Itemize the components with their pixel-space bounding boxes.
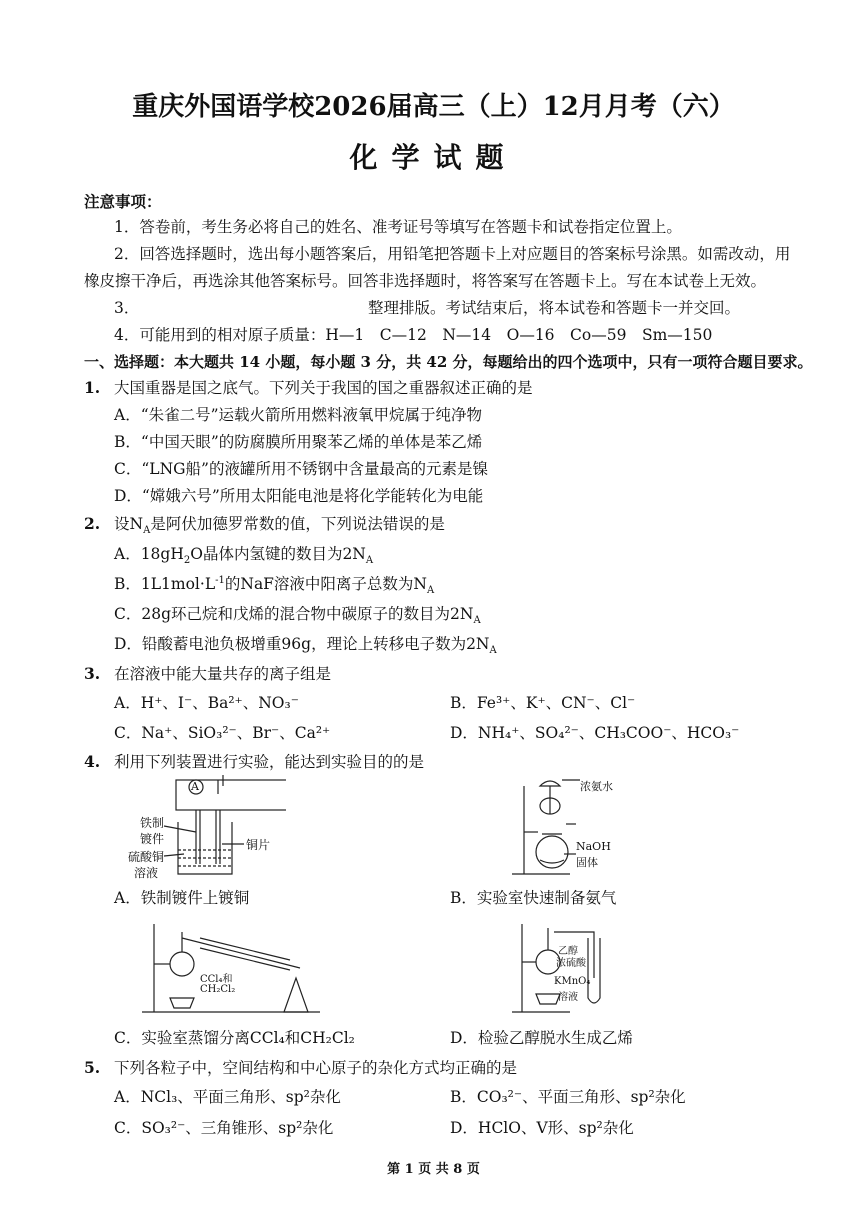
- figure-a-electroplating: [126, 774, 286, 882]
- figure-c-label-2: CH₂Cl₂: [200, 984, 236, 995]
- q2-option-b: B．$1L1mol\cdot L^{-1}$的NaF溶液中阳离子总数为$N_A$: [114, 574, 435, 597]
- figure-c-label-1: CCl₄和: [200, 974, 233, 985]
- q4-option-d: D．检验乙醇脱水生成乙烯: [450, 1029, 633, 1047]
- q2-stem: 设$N_A$是阿伏加德罗常数的值，下列说法错误的是: [114, 515, 445, 537]
- figure-d-label-1: 乙醇: [558, 946, 578, 957]
- section-1-heading: 一、选择题：本大题共 14 小题，每小题 3 分，共 42 分，每题给出的四个选项中，只有一项符合题目要求。: [84, 353, 813, 371]
- q1-option-c: C．“LNG船”的液罐所用不锈钢中含量最高的元素是镍: [114, 460, 488, 478]
- figure-d-label-4: 溶液: [558, 992, 578, 1003]
- note-2b: 橡皮擦干净后，再选涂其他答案标号。回答非选择题时，将答案写在答题卡上。写在本试卷上无效。: [84, 272, 767, 290]
- q4-option-b: B．实验室快速制备氨气: [450, 889, 617, 907]
- figure-a-label-2: 镀件: [140, 832, 165, 846]
- notes-heading: 注意事项：: [84, 192, 162, 211]
- page-footer: 第 1 页 共 8 页: [387, 1162, 480, 1177]
- figure-b-label-solid: 固体: [576, 856, 598, 869]
- q1-number: 1.: [84, 378, 101, 397]
- q3-option-d: D．NH₄⁺、SO₄²⁻、CH₃COO⁻、HCO₃⁻: [450, 724, 740, 742]
- note-1: 1．答卷前，考生务必将自己的姓名、准考证号等填写在答题卡和试卷指定位置上。: [114, 218, 682, 236]
- q4-number: 4.: [84, 752, 101, 771]
- q2-option-c: C．28g环己烷和戊烯的混合物中碳原子的数目为$2N_A$: [114, 605, 481, 627]
- q3-option-a: A．H⁺、I⁻、Ba²⁺、NO₃⁻: [114, 694, 299, 712]
- figure-b-label-naoh: NaOH: [576, 840, 611, 853]
- q4-stem: 利用下列装置进行实验，能达到实验目的的是: [114, 753, 425, 771]
- note-3b: 整理排版。考试结束后，将本试卷和答题卡一并交回。: [368, 299, 741, 317]
- q3-option-c: C．Na⁺、SiO₃²⁻、Br⁻、Ca²⁺: [114, 724, 331, 742]
- figure-a-label-1: 铁制: [140, 816, 165, 830]
- note-3a: 3．: [114, 299, 140, 317]
- q1-option-a: A．“朱雀二号”运载火箭所用燃料液氧甲烷属于纯净物: [114, 406, 483, 424]
- q4-option-c: C．实验室蒸馏分离CCl₄和CH₂Cl₂: [114, 1029, 355, 1047]
- subject-title: 化学试题: [349, 141, 518, 174]
- note-2a: 2．回答选择题时，选出每小题答案后，用铅笔把答题卡上对应题目的答案标号涂黑。如需改动，用: [114, 245, 791, 263]
- q5-number: 5.: [84, 1058, 101, 1077]
- exam-title: 重庆外国语学校2026届高三（上）12月月考（六）: [132, 92, 735, 122]
- figure-a-label-3: 硫酸铜: [128, 850, 165, 864]
- figure-c-distillation: [140, 918, 350, 1018]
- figure-b-ammonia: [510, 774, 630, 882]
- q1-option-b: B．“中国天眼”的防腐膜所用聚苯乙烯的单体是苯乙烯: [114, 433, 483, 451]
- figure-a-label-4: 溶液: [134, 866, 159, 880]
- q5-option-b: B．CO₃²⁻、平面三角形、sp²杂化: [450, 1088, 686, 1106]
- q1-option-d: D．“嫦娥六号”所用太阳能电池是将化学能转化为电能: [114, 487, 484, 505]
- q2-option-a: A．$18gH_2O$晶体内氢键的数目为$2N_A$: [114, 545, 374, 567]
- q3-number: 3.: [84, 664, 101, 683]
- q2-number: 2.: [84, 514, 101, 533]
- figure-b-label-top: 浓氨水: [580, 780, 613, 793]
- q4-option-a: A．铁制镀件上镀铜: [114, 889, 250, 907]
- q3-option-b: B．Fe³⁺、K⁺、CN⁻、Cl⁻: [450, 694, 636, 712]
- q2-option-d: D．铅酸蓄电池负极增重96g，理论上转移电子数为$2N_A$: [114, 635, 497, 657]
- figure-d-ethylene: [510, 918, 620, 1018]
- q3-stem: 在溶液中能大量共存的离子组是: [114, 665, 332, 683]
- figure-a-ammeter-label: A: [191, 780, 199, 793]
- q5-option-c: C．SO₃²⁻、三角锥形、sp²杂化: [114, 1119, 334, 1137]
- figure-d-label-3: KMnO₄: [554, 976, 591, 987]
- q5-stem: 下列各粒子中，空间结构和中心原子的杂化方式均正确的是: [114, 1059, 518, 1077]
- q5-option-d: D．HClO、V形、sp²杂化: [450, 1119, 634, 1137]
- q1-stem: 大国重器是国之底气。下列关于我国的国之重器叙述正确的是: [114, 379, 533, 397]
- note-4: 4．可能用到的相对原子质量：H—1 C—12 N—14 O—16 Co—59 Sm—150: [114, 326, 713, 344]
- q5-option-a: A．NCl₃、平面三角形、sp²杂化: [114, 1088, 341, 1106]
- figure-a-label-copper: 铜片: [246, 838, 271, 852]
- figure-d-label-2: 浓硫酸: [556, 958, 586, 969]
